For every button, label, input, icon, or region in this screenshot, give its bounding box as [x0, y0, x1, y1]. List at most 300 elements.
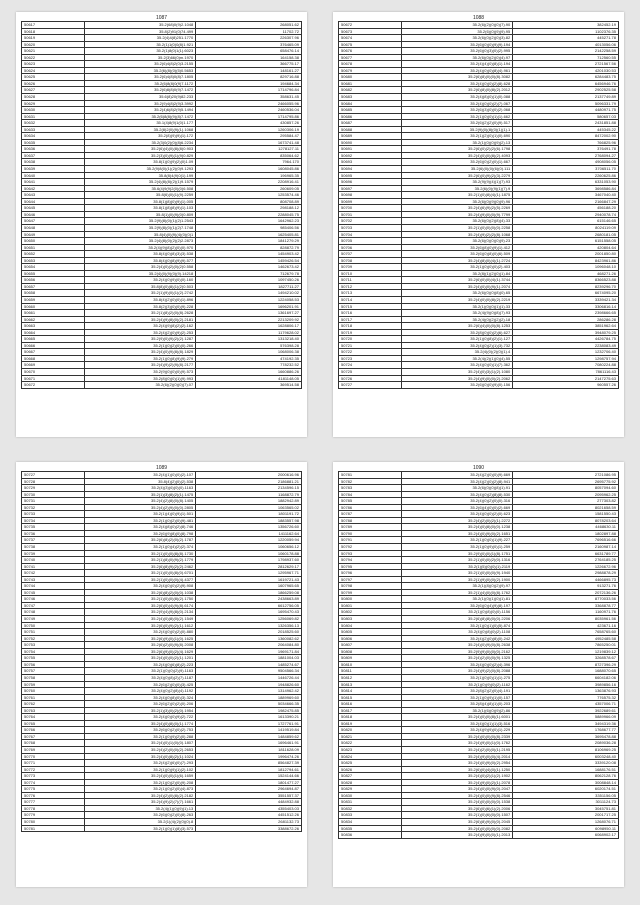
code-cell: 35.2(1)(0)(8)(2)(1).127 — [402, 336, 513, 343]
code-cell: 35.2(6)(2)(0)(0)(7).90 — [402, 22, 513, 29]
value-cell: 1607965.65 — [196, 583, 302, 590]
value-cell: 3706511.70 — [513, 166, 619, 173]
code-cell: 35.8(8)(0)(8)(1)(2)0.503 — [85, 283, 196, 290]
code-cell: 35.2(4)(0)(9)(0)(2).2954 — [402, 760, 513, 767]
code-cell: 35.2(9)8(0)(1)(2)(0)9.1293 — [85, 166, 196, 173]
data-table — [338, 21, 619, 389]
value-cell: 3494319.36 — [513, 720, 619, 727]
value-cell: 1063565.02 — [196, 504, 302, 511]
value-cell: 1714795.86 — [196, 113, 302, 120]
code-cell: 35.2(1)(0)(0)(2)(9).1163 — [85, 668, 196, 675]
table-row — [339, 382, 619, 389]
value-cell: 2142258.59 — [513, 48, 619, 55]
row-id-cell: 50734 — [22, 517, 85, 524]
row-id-cell: 50702 — [339, 218, 402, 225]
code-cell: 35.2(1)(0)(0)(9)(2).13 — [402, 139, 513, 146]
code-cell: 35.2(4)(0)(8)(0)(0).1238 — [402, 524, 513, 531]
row-id-cell: 50672 — [22, 382, 85, 389]
code-cell: 35.2(4)(0)(2)(1)(3).732 — [402, 342, 513, 349]
code-cell: 35.2(1)(0)(1)(0)(1).81 — [402, 596, 513, 603]
code-cell: 35.2(4)(0)(0)(8)(4).961 — [402, 67, 513, 74]
code-cell: 35.2(9)(9)(4)(1)(7).93 — [402, 179, 513, 186]
value-cell: 268051.62 — [196, 22, 302, 29]
value-cell: 2764185.25 — [513, 557, 619, 564]
row-id-cell: 50757 — [22, 668, 85, 675]
code-cell: 35.2(6)(2)(2)(0)(9).517 — [402, 120, 513, 127]
row-id-cell: 50646 — [22, 211, 85, 218]
row-id-cell: 50732 — [22, 504, 85, 511]
code-cell: 35.2(1)1(0)0(8)1.921 — [85, 41, 196, 48]
value-cell: 1313218.40 — [196, 336, 302, 343]
code-cell: 35.2(6)(2)(0)(9)(8).2008 — [85, 642, 196, 649]
value-cell: 2288045.75 — [196, 211, 302, 218]
value-cell: 1969171.84 — [196, 648, 302, 655]
code-cell: 35.2(4)(0)(8)(0)(3).324 — [85, 694, 196, 701]
value-cell: 369514.58 — [196, 382, 302, 389]
value-cell: 3306816.14 — [513, 303, 619, 310]
value-cell: 1298757.94 — [513, 355, 619, 362]
code-cell: 35.8(1)(0)(9)(2)(0)1.09 — [85, 159, 196, 166]
code-cell: 35.2(1)(0)(1)(0)(5).874 — [402, 622, 513, 629]
row-id-cell: 50691 — [339, 146, 402, 153]
row-id-cell: 50802 — [339, 609, 402, 616]
code-cell: 35.2(1)(0)(6)(0)(0).1507 — [402, 812, 513, 819]
row-id-cell: 50825 — [339, 760, 402, 767]
value-cell: 7080224.88 — [513, 362, 619, 369]
code-cell: 35.2(4)(0)(0)(2)(1).1201 — [85, 655, 196, 662]
code-cell: 35.2(4)(9)(0)(2)(1).2078 — [402, 779, 513, 786]
code-cell: 35.2(4)(9)(0)(8)(7).93 — [402, 310, 513, 317]
value-cell: 1883557.98 — [196, 517, 302, 524]
value-cell: 1314962.42 — [196, 688, 302, 695]
value-cell: 3339421.34 — [513, 296, 619, 303]
value-cell: 2681132.73 — [196, 818, 302, 825]
code-cell: 35.6(4)9(9)2(0)(0)6.508 — [85, 185, 196, 192]
value-cell: 277303.82 — [513, 498, 619, 505]
value-cell: 2902525.58 — [513, 87, 619, 94]
row-id-cell: 50787 — [339, 511, 402, 518]
code-cell: 35.2(6)(8)(8)(0)(0).2206 — [402, 616, 513, 623]
code-cell: 35.2(4)(8)(8)(2)(1)9.1579 — [85, 179, 196, 186]
value-cell: 8366523.88 — [513, 277, 619, 284]
row-id-cell: 50779 — [22, 812, 85, 819]
code-cell: 35.2(1)(0)(0)(1)(1).33 — [402, 303, 513, 310]
code-cell: 35.2(6)(9)(0)(2)(4).1629 — [85, 648, 196, 655]
code-cell: 35.2(4)(2)(0)(0)(9).1325 — [402, 655, 513, 662]
row-id-cell: 50617 — [22, 22, 85, 29]
value-cell: 1948826.60 — [196, 681, 302, 688]
value-cell: 8564827.39 — [196, 760, 302, 767]
code-cell: 35.2(1)(0)(0)(0)(9).1940 — [402, 570, 513, 577]
row-id-cell: 50778 — [22, 805, 85, 812]
code-cell: 35.2(1)(0)(9)(2)(0).288 — [85, 733, 196, 740]
value-cell: 6020174.51 — [513, 786, 619, 793]
value-cell: 1696461.91 — [196, 740, 302, 747]
value-cell: 1278127.11 — [196, 146, 302, 153]
row-id-cell: 50677 — [339, 54, 402, 61]
row-id-cell: 50672 — [339, 22, 402, 29]
row-id-cell: 50737 — [22, 537, 85, 544]
value-cell: 808708.89 — [196, 198, 302, 205]
row-id-cell: 50791 — [339, 537, 402, 544]
row-id-cell: 50754 — [22, 648, 85, 655]
row-id-cell: 50631 — [22, 113, 85, 120]
value-cell: 5889966.09 — [513, 714, 619, 721]
code-cell: 35.2(1)(0)(8)(9)(9).279 — [85, 355, 196, 362]
value-cell: 7865250.01 — [513, 642, 619, 649]
code-cell: 35.2(4)(0)(8)(2)(1).1024 — [85, 753, 196, 760]
value-cell: 3351156.05 — [513, 792, 619, 799]
row-id-cell: 50759 — [22, 681, 85, 688]
code-cell: 35.2(6)(0)(9)(2)(1).1612 — [85, 622, 196, 629]
value-cell: 3008848.14 — [513, 779, 619, 786]
row-id-cell: 50768 — [22, 740, 85, 747]
value-cell: 2988878.29 — [513, 570, 619, 577]
code-cell: 35.2(4)(0)(2)(2)(2).18 — [402, 316, 513, 323]
row-id-cell: 50692 — [339, 152, 402, 159]
row-id-cell: 50642 — [22, 185, 85, 192]
code-cell: 35.2(6)(0)(0)(4)(1).3744 — [402, 277, 513, 284]
row-id-cell: 50639 — [22, 166, 85, 173]
code-cell: 35.2(4)(0)(1)(1)(3).516 — [402, 720, 513, 727]
row-id-cell: 50668 — [22, 355, 85, 362]
table-row — [22, 382, 302, 389]
value-cell: 474192.35 — [196, 355, 302, 362]
value-cell: 1096048.10 — [513, 264, 619, 271]
row-id-cell: 50716 — [339, 310, 402, 317]
code-cell: 35.2(4)(0)(8)(0)(2).1549 — [85, 616, 196, 623]
value-cell: 194684.34 — [196, 80, 302, 87]
code-cell: 35.2(8)2(0)(9)(1).1068 — [85, 126, 196, 133]
code-cell: 35.2(4)(8)(0)(2)(2)2.2873 — [85, 238, 196, 245]
row-id-cell: 50729 — [22, 485, 85, 492]
row-id-cell: 50797 — [339, 576, 402, 583]
value-cell: 1695470.43 — [196, 609, 302, 616]
value-cell: 2431851.88 — [513, 120, 619, 127]
row-id-cell: 50741 — [22, 563, 85, 570]
value-cell: 1102376.35 — [513, 28, 619, 35]
code-cell: 35.2(3)(0)(9)(1)(9)0.829 — [85, 152, 196, 159]
row-id-cell: 50621 — [22, 48, 85, 55]
value-cell: 1454903.42 — [196, 251, 302, 258]
code-cell: 35.2(4)(8)(0)(1)(0).088 — [402, 94, 513, 101]
row-id-cell: 50751 — [22, 629, 85, 636]
row-id-cell: 50836 — [339, 832, 402, 839]
value-cell: 1660886.26 — [196, 368, 302, 375]
row-id-cell: 50796 — [339, 570, 402, 577]
row-id-cell: 50661 — [22, 310, 85, 317]
row-id-cell: 50717 — [339, 316, 402, 323]
value-cell: 4201030.53 — [513, 67, 619, 74]
row-id-cell: 50640 — [22, 172, 85, 179]
row-id-cell: 50708 — [339, 257, 402, 264]
value-cell: 8472002.90 — [513, 133, 619, 140]
row-id-cell: 50822 — [339, 740, 402, 747]
code-cell: 35.2(4)(9)(8)(2)(0)(0).970 — [85, 244, 196, 251]
code-cell: 35.2(6)(0)(4)(9)(8).197 — [402, 602, 513, 609]
value-cell: 615146.65 — [513, 218, 619, 225]
code-cell: 35.2(6)4(8)2(0)3.2155 — [85, 61, 196, 68]
value-cell: 1219839.12 — [513, 648, 619, 655]
code-cell: 35.2(6)(8)(0)(9)(1).412 — [402, 244, 513, 251]
row-id-cell: 50767 — [22, 733, 85, 740]
row-id-cell: 50648 — [22, 224, 85, 231]
code-cell: 35.2(6)(8)(2)(0)(2).1787 — [85, 537, 196, 544]
row-id-cell: 50738 — [22, 544, 85, 551]
code-cell: 35.2(4)(0)(0)(9)(8).2546 — [402, 792, 513, 799]
code-cell: 35.2(1)(6)(0)(9)(2).86 — [402, 707, 513, 714]
code-cell: 35.2(9)(0)(8)(0)(1)(1).1 — [402, 126, 513, 133]
value-cell: 1360082.62 — [196, 635, 302, 642]
row-id-cell: 50727 — [22, 472, 85, 479]
row-id-cell: 50831 — [339, 799, 402, 806]
value-cell: 6456946.76 — [513, 80, 619, 87]
row-id-cell: 50637 — [22, 152, 85, 159]
code-cell: 35.2(6)(0)(2)(0)(8).263 — [85, 812, 196, 819]
page-number-title: 1089 — [155, 465, 168, 471]
value-cell: 382452.19 — [513, 22, 619, 29]
value-cell: 2134596.15 — [196, 485, 302, 492]
value-cell: 1524144.66 — [196, 773, 302, 780]
value-cell: 2940078.74 — [513, 211, 619, 218]
value-cell: 1768677.77 — [513, 727, 619, 734]
code-cell: 35.2(6)(0)(4)(9)(8).6174 — [85, 602, 196, 609]
row-id-cell: 50766 — [22, 727, 85, 734]
code-cell: 35.2(6)(0)(0)(9)(0).156 — [402, 382, 513, 389]
code-cell: 35.2(68)0(9)2.1048 — [85, 22, 196, 29]
row-id-cell: 50804 — [339, 622, 402, 629]
row-id-cell: 50806 — [339, 635, 402, 642]
row-id-cell: 50748 — [22, 609, 85, 616]
value-cell: 1060178.88 — [196, 550, 302, 557]
code-cell: 35.2(1)(8)(0)(9)(2).1779 — [85, 557, 196, 564]
row-id-cell: 50644 — [22, 198, 85, 205]
value-cell: 960557.26 — [513, 382, 619, 389]
value-cell: 3989856.16 — [513, 681, 619, 688]
code-cell: 35.2(1)(3)(8)(2)(1).1475 — [85, 491, 196, 498]
code-cell: 35.2(4)(9)(2)(2)(8).1068 — [402, 231, 513, 238]
code-cell: 35.2(4)(0)(0)(8)(2).4093 — [402, 152, 513, 159]
code-cell: 35.2(4)(2)(8)(0)(8).1405 — [85, 498, 196, 505]
code-cell: 35.2(6)(9)(8)(0)(8).798 — [85, 530, 196, 537]
value-cell: 1812794.61 — [196, 766, 302, 773]
code-cell: 35.2(9)(8)(0)(1)(2)7.1748 — [85, 224, 196, 231]
row-id-cell: 50695 — [339, 172, 402, 179]
row-id-cell: 50706 — [339, 244, 402, 251]
code-cell: 35.2(4)(2)(0)(9)(2).253 — [85, 329, 196, 336]
value-cell: 1881004.03 — [196, 655, 302, 662]
row-id-cell: 50781 — [22, 825, 85, 832]
code-cell: 35.2(4)6(8)2(9)5.1494 — [85, 107, 196, 114]
value-cell: 4355403.03 — [196, 805, 302, 812]
code-cell: 35.2(1)(0)(0)(2)(0).1316 — [402, 557, 513, 564]
code-cell: 35.2(6)(8)(0)(8)(2).2012 — [402, 87, 513, 94]
value-cell: 6003248.40 — [513, 753, 619, 760]
row-id-cell: 50750 — [22, 622, 85, 629]
value-cell: 828872.79 — [196, 244, 302, 251]
value-cell: 164158.38 — [196, 54, 302, 61]
code-cell: 35.2(4)(0)(0)(2)(0).623 — [402, 511, 513, 518]
value-cell: 2768094.27 — [513, 152, 619, 159]
row-id-cell: 50626 — [22, 80, 85, 87]
row-id-cell: 50781 — [339, 472, 402, 479]
code-cell: 35.2(4)(2)(6)(0)(7).293 — [85, 760, 196, 767]
row-id-cell: 50715 — [339, 303, 402, 310]
row-id-cell: 50623 — [22, 61, 85, 68]
value-cell: 4357006.71 — [513, 701, 619, 708]
code-cell: 35.2(1)(2)(0)(1)(0).690 — [402, 133, 513, 140]
row-id-cell: 50761 — [22, 694, 85, 701]
value-cell: 1060656.12 — [196, 544, 302, 551]
code-cell: 35.2(9)(0)(0)(1)(8).1751 — [402, 550, 513, 557]
row-id-cell: 50829 — [339, 786, 402, 793]
value-cell: 1179628.02 — [196, 329, 302, 336]
value-cell: 4466895.73 — [513, 576, 619, 583]
code-cell: 35.8(1)(8)(0)(9)(1).005 — [85, 198, 196, 205]
value-cell: 1268076.71 — [513, 818, 619, 825]
code-cell: 35.2(4)(8)(0)(2)(8).746 — [85, 524, 196, 531]
value-cell: 9504566.34 — [196, 668, 302, 675]
row-id-cell: 50809 — [339, 655, 402, 662]
code-cell: 35.2(1)(0)(0)(1)(1).662 — [402, 113, 513, 120]
value-cell: 1419519.84 — [196, 727, 302, 734]
row-id-cell: 50786 — [339, 504, 402, 511]
code-cell: 35.2(9)(8)(0)(1)(2)1.2543 — [85, 218, 196, 225]
value-cell: 2964694.87 — [196, 786, 302, 793]
code-cell: 35.2(6)(0)(2)(8)(4).33 — [402, 218, 513, 225]
value-cell: 1494210.02 — [196, 290, 302, 297]
code-cell: 35.2(1)(3)(0)(2)(0).1954 — [85, 707, 196, 714]
row-id-cell: 50658 — [22, 290, 85, 297]
code-cell: 35.8(4)(2)(0)(2).538 — [85, 478, 196, 485]
row-id-cell: 50654 — [22, 264, 85, 271]
row-id-cell: 50746 — [22, 596, 85, 603]
row-id-cell: 50740 — [22, 557, 85, 564]
row-id-cell: 50630 — [22, 107, 85, 114]
value-cell: 445271.78 — [513, 35, 619, 42]
row-id-cell: 50663 — [22, 323, 85, 330]
row-id-cell: 50723 — [339, 355, 402, 362]
row-id-cell: 50784 — [339, 491, 402, 498]
value-cell: 1727761.91 — [196, 720, 302, 727]
value-cell: 358631.45 — [196, 94, 302, 101]
row-id-cell: 50698 — [339, 192, 402, 199]
row-id-cell: 50735 — [22, 524, 85, 531]
value-cell: 2460536.04 — [196, 107, 302, 114]
code-cell: 35.2(6)(9)(0)(1)(0).1625 — [85, 635, 196, 642]
value-cell: 1628806.17 — [196, 323, 302, 330]
row-id-cell: 50747 — [22, 602, 85, 609]
value-cell: 423671.16 — [513, 622, 619, 629]
code-cell: 35.2(4)(0)(9)(0)(8).2638 — [402, 642, 513, 649]
row-id-cell: 50628 — [22, 94, 85, 101]
row-id-cell: 50777 — [22, 799, 85, 806]
code-cell: 35.2(1)(4)(0)(0)(8).1762 — [402, 589, 513, 596]
value-cell: 1485274.67 — [196, 661, 302, 668]
code-cell: 35.2(1)(0)(0)(8)(0).6701 — [85, 570, 196, 577]
code-cell: 35.2(1)(5)(0)(0)(1).2119 — [402, 563, 513, 570]
row-id-cell: 50665 — [22, 336, 85, 343]
code-cell: 35.2(6)(8)(2)(0)(0).1038 — [85, 589, 196, 596]
value-cell: 226307.96 — [196, 35, 302, 42]
value-cell: 366775.17 — [196, 61, 302, 68]
value-cell: 2166847.29 — [513, 198, 619, 205]
value-cell: 2147275.63 — [513, 375, 619, 382]
row-id-cell: 50681 — [339, 80, 402, 87]
code-cell: 35.2(8)(9)(9)(1).172 — [85, 133, 196, 140]
row-id-cell: 50686 — [339, 113, 402, 120]
row-id-cell: 50641 — [22, 179, 85, 186]
value-cell: 778232.52 — [196, 362, 302, 369]
row-id-cell: 50671 — [22, 375, 85, 382]
code-cell: 35.2(1)(9)(0)(1)(2).2742 — [85, 290, 196, 297]
code-cell: 35.2(4)(0)(9)(8)(8).1829 — [85, 349, 196, 356]
code-cell: 35.2(6)(4)(0)(0)(2).669 — [402, 504, 513, 511]
row-id-cell: 50749 — [22, 616, 85, 623]
row-id-cell: 50664 — [22, 329, 85, 336]
row-id-cell: 50776 — [22, 792, 85, 799]
code-cell: 35.2(6)(0)(0)(9)(9).194 — [402, 41, 513, 48]
value-cell: 1446726.44 — [196, 674, 302, 681]
code-cell: 35.2(4)(2)(0)(8)(2).2182 — [85, 792, 196, 799]
row-id-cell: 50679 — [339, 67, 402, 74]
value-cell: 11702.72 — [196, 28, 302, 35]
row-id-cell: 50815 — [339, 694, 402, 701]
value-cell: 2466055.96 — [196, 100, 302, 107]
row-id-cell: 50657 — [22, 283, 85, 290]
value-cell: 1866259.08 — [196, 589, 302, 596]
code-cell: 35.2(4)(0)(0)(2)(7).067 — [402, 100, 513, 107]
code-cell: 35.2(6)(0)(4)(0)(1).1250 — [402, 766, 513, 773]
value-cell: 456188.20 — [513, 205, 619, 212]
code-cell: 35.2(1)(4)(0)(9)(1).501 — [85, 511, 196, 518]
code-cell: 35.2(4)(0)(0)(9)(1).2074 — [402, 283, 513, 290]
code-cell: 35.2(6)(0)(2)(0)(4).97 — [402, 54, 513, 61]
value-cell: 2000616.96 — [196, 472, 302, 479]
code-cell: 35.2(4)(0)(2)(0)(0).316 — [402, 498, 513, 505]
code-cell: 35.2(4)(9)(0)(0)(4).2014 — [402, 753, 513, 760]
value-cell: 3011124.73 — [513, 799, 619, 806]
row-id-cell: 50830 — [339, 792, 402, 799]
value-cell: 985406.56 — [196, 224, 302, 231]
code-cell: 35.2(4)(4)(0)(8)(1).194 — [402, 61, 513, 68]
row-id-cell: 50818 — [339, 714, 402, 721]
document-page — [16, 12, 307, 437]
table-row — [22, 825, 302, 832]
code-cell: 35.2(4)(0)(1)(0)(0).1807 — [85, 740, 196, 747]
value-cell: 4426784.75 — [513, 336, 619, 343]
value-cell: 580657.03 — [513, 113, 619, 120]
row-id-cell: 50652 — [22, 251, 85, 258]
code-cell: 35.2(6)(4)(0)(8)(8)0.903 — [85, 146, 196, 153]
code-cell: 35.2(9)(9)(0)(0)(0).2162 — [402, 648, 513, 655]
row-id-cell: 50670 — [22, 368, 85, 375]
value-cell: 6612756.05 — [196, 602, 302, 609]
code-cell: 35.2(6)(8)(0)(0)(8).3082 — [402, 74, 513, 81]
code-cell: 35.2(6)(0)(9)(1)(7).9 — [402, 185, 513, 192]
value-cell: 1356726.60 — [196, 524, 302, 531]
value-cell: 3268578.67 — [513, 655, 619, 662]
page-number-title: 1088 — [472, 15, 485, 21]
value-cell: 2160987.14 — [513, 544, 619, 551]
value-cell: 2208916.41 — [196, 179, 302, 186]
row-id-cell: 50821 — [339, 733, 402, 740]
code-cell: 35.2(6)(3)(0)(0)(2).068 — [402, 107, 513, 114]
code-cell: 35.2(4)(0)(9)(0)(2).1651 — [402, 530, 513, 537]
code-cell: 35.2(4)(0)(2)(1)(2).1902 — [402, 773, 513, 780]
row-id-cell: 50799 — [339, 589, 402, 596]
value-cell: 8062128.76 — [513, 773, 619, 780]
